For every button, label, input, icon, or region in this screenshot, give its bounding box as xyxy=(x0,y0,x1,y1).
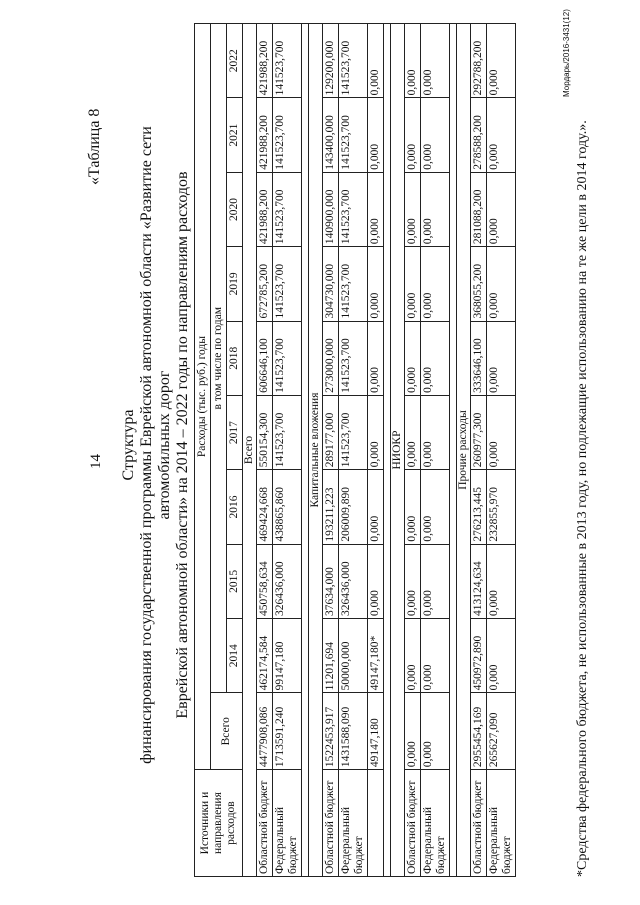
table-number: «Таблица 8 xyxy=(86,108,103,185)
year-value-cell: 0,000 xyxy=(487,321,516,395)
year-header: 2018 xyxy=(227,321,243,395)
table-heading xyxy=(120,95,192,795)
heading-line-1: Структура xyxy=(120,409,137,481)
year-value-cell: 143400,000 xyxy=(323,98,339,172)
year-value-cell: 0,000 xyxy=(405,619,421,693)
row-label: Областной бюджет xyxy=(405,770,421,877)
total-cell: 49147,180 xyxy=(368,693,384,770)
section-spacer xyxy=(384,24,391,877)
table-row xyxy=(487,24,516,877)
year-header: 2022 xyxy=(227,24,243,98)
year-value-cell: 421988,200 xyxy=(257,24,273,98)
section-spacer xyxy=(450,24,457,877)
year-value-cell: 0,000 xyxy=(405,24,421,98)
year-value-cell: 289177,000 xyxy=(323,395,339,469)
year-value-cell: 278588,200 xyxy=(471,98,487,172)
year-value-cell: 140900,000 xyxy=(323,172,339,246)
year-value-cell: 0,000 xyxy=(405,544,421,618)
year-value-cell: 0,000 xyxy=(487,395,516,469)
year-value-cell: 450758,634 xyxy=(257,544,273,618)
total-cell: 265627,090 xyxy=(487,693,516,770)
year-value-cell: 333646,100 xyxy=(471,321,487,395)
page-number: 14 xyxy=(88,454,104,469)
year-value-cell: 141523,700 xyxy=(339,395,368,469)
year-value-cell: 421988,200 xyxy=(257,172,273,246)
year-value-cell: 276213,445 xyxy=(471,470,487,544)
year-value-cell: 0,000 xyxy=(368,172,384,246)
year-header: 2020 xyxy=(227,172,243,246)
year-value-cell: 141523,700 xyxy=(339,172,368,246)
total-cell: 1522453,917 xyxy=(323,693,339,770)
year-header: 2021 xyxy=(227,98,243,172)
row-label: Федеральный бюджет xyxy=(339,770,368,877)
year-value-cell: 0,000 xyxy=(421,247,450,321)
document-stamp: Мордарь/2016-3431(12) xyxy=(562,9,571,97)
header-total: Всего xyxy=(211,693,243,770)
year-value-cell: 50000,000 xyxy=(339,619,368,693)
year-value-cell: 141523,700 xyxy=(273,395,302,469)
year-value-cell: 141523,700 xyxy=(273,172,302,246)
year-value-cell: 0,000 xyxy=(405,470,421,544)
section-title: Всего xyxy=(243,24,257,877)
year-value-cell: 0,000 xyxy=(487,544,516,618)
year-header: 2016 xyxy=(227,470,243,544)
header-by-year: в том числе по годам xyxy=(211,24,227,693)
year-value-cell: 141523,700 xyxy=(273,98,302,172)
year-value-cell: 0,000 xyxy=(421,172,450,246)
year-value-cell: 206009,890 xyxy=(339,470,368,544)
year-value-cell: 462174,584 xyxy=(257,619,273,693)
table-row xyxy=(368,24,384,877)
year-value-cell: 0,000 xyxy=(487,98,516,172)
table-body xyxy=(243,24,516,877)
year-value-cell: 0,000 xyxy=(368,395,384,469)
row-label: Областной бюджет xyxy=(471,770,487,877)
financing-table xyxy=(194,23,516,877)
year-value-cell: 0,000 xyxy=(421,470,450,544)
row-label: Областной бюджет xyxy=(257,770,273,877)
year-value-cell: 0,000 xyxy=(487,247,516,321)
year-value-cell: 0,000 xyxy=(368,98,384,172)
year-value-cell: 141523,700 xyxy=(273,321,302,395)
year-value-cell: 0,000 xyxy=(487,24,516,98)
year-value-cell: 141523,700 xyxy=(273,247,302,321)
total-cell: 0,000 xyxy=(405,693,421,770)
table-row xyxy=(257,24,273,877)
row-label: Областной бюджет xyxy=(323,770,339,877)
year-value-cell: 37634,000 xyxy=(323,544,339,618)
section-title: Прочие расходы xyxy=(457,24,471,877)
year-value-cell: 550154,300 xyxy=(257,395,273,469)
year-value-cell: 326436,000 xyxy=(339,544,368,618)
table-row xyxy=(421,24,450,877)
year-value-cell: 193211,223 xyxy=(323,470,339,544)
year-value-cell: 129200,000 xyxy=(323,24,339,98)
section-spacer xyxy=(302,24,309,877)
year-value-cell: 304730,000 xyxy=(323,247,339,321)
year-value-cell: 232855,970 xyxy=(487,470,516,544)
year-value-cell: 0,000 xyxy=(421,395,450,469)
year-value-cell: 0,000 xyxy=(405,247,421,321)
year-value-cell: 606646,100 xyxy=(257,321,273,395)
year-value-cell: 0,000 xyxy=(368,321,384,395)
total-cell: 0,000 xyxy=(421,693,450,770)
year-value-cell: 141523,700 xyxy=(339,321,368,395)
year-header: 2017 xyxy=(227,395,243,469)
table-row xyxy=(323,24,339,877)
year-value-cell: 141523,700 xyxy=(339,24,368,98)
year-value-cell: 11201,694 xyxy=(323,619,339,693)
year-header: 2015 xyxy=(227,544,243,618)
total-cell: 1431588,090 xyxy=(339,693,368,770)
table-row xyxy=(339,24,368,877)
year-value-cell: 0,000 xyxy=(368,247,384,321)
year-value-cell: 99147,180 xyxy=(273,619,302,693)
year-value-cell: 0,000 xyxy=(405,98,421,172)
year-value-cell: 141523,700 xyxy=(273,24,302,98)
year-value-cell: 326436,000 xyxy=(273,544,302,618)
year-value-cell: 141523,700 xyxy=(339,98,368,172)
row-label xyxy=(368,770,384,877)
year-value-cell: 292788,200 xyxy=(471,24,487,98)
year-value-cell: 368055,200 xyxy=(471,247,487,321)
total-cell: 2955454,169 xyxy=(471,693,487,770)
total-cell: 1713591,240 xyxy=(273,693,302,770)
header-source: Источники и направления расходов xyxy=(195,770,243,877)
year-value-cell: 0,000 xyxy=(405,395,421,469)
footnote: *Средства федерального бюджета, не использованные в 2013 году, но подлежащие использованию на те же цели в 2014 году.». xyxy=(575,120,590,877)
year-value-cell: 421988,200 xyxy=(257,98,273,172)
table-row xyxy=(405,24,421,877)
year-header: 2014 xyxy=(227,619,243,693)
year-value-cell: 0,000 xyxy=(368,24,384,98)
year-value-cell: 0,000 xyxy=(421,24,450,98)
row-label: Федеральный бюджет xyxy=(273,770,302,877)
section-title: Капитальные вложения xyxy=(309,24,323,877)
year-value-cell: 281088,200 xyxy=(471,172,487,246)
total-cell: 4477908,086 xyxy=(257,693,273,770)
year-value-cell: 469424,668 xyxy=(257,470,273,544)
year-value-cell: 260977,300 xyxy=(471,395,487,469)
heading-line-2: финансирования государственной программы Еврейской автономной области «Развитие сети автомобильных дорог xyxy=(138,126,173,764)
year-header: 2019 xyxy=(227,247,243,321)
year-value-cell: 49147,180* xyxy=(368,619,384,693)
year-value-cell: 0,000 xyxy=(405,172,421,246)
row-label: Федеральный бюджет xyxy=(421,770,450,877)
year-value-cell: 450972,890 xyxy=(471,619,487,693)
row-label: Федеральный бюджет xyxy=(487,770,516,877)
year-value-cell: 0,000 xyxy=(368,544,384,618)
year-value-cell: 413124,634 xyxy=(471,544,487,618)
header-expenses: Расходы (тыс. руб.) годы xyxy=(195,24,211,770)
year-value-cell: 0,000 xyxy=(421,321,450,395)
year-value-cell: 0,000 xyxy=(368,470,384,544)
table-row xyxy=(273,24,302,877)
year-value-cell: 438865,860 xyxy=(273,470,302,544)
year-value-cell: 0,000 xyxy=(487,619,516,693)
table-row xyxy=(471,24,487,877)
year-value-cell: 0,000 xyxy=(421,98,450,172)
year-value-cell: 273000,000 xyxy=(323,321,339,395)
year-value-cell: 0,000 xyxy=(487,172,516,246)
heading-line-3: Еврейской автономной области» на 2014 – 2022 годы по направлениям расходов xyxy=(174,171,191,719)
year-value-cell: 672785,200 xyxy=(257,247,273,321)
section-title: НИОКР xyxy=(391,24,405,877)
year-value-cell: 0,000 xyxy=(405,321,421,395)
year-value-cell: 141523,700 xyxy=(339,247,368,321)
year-value-cell: 0,000 xyxy=(421,619,450,693)
year-value-cell: 0,000 xyxy=(421,544,450,618)
